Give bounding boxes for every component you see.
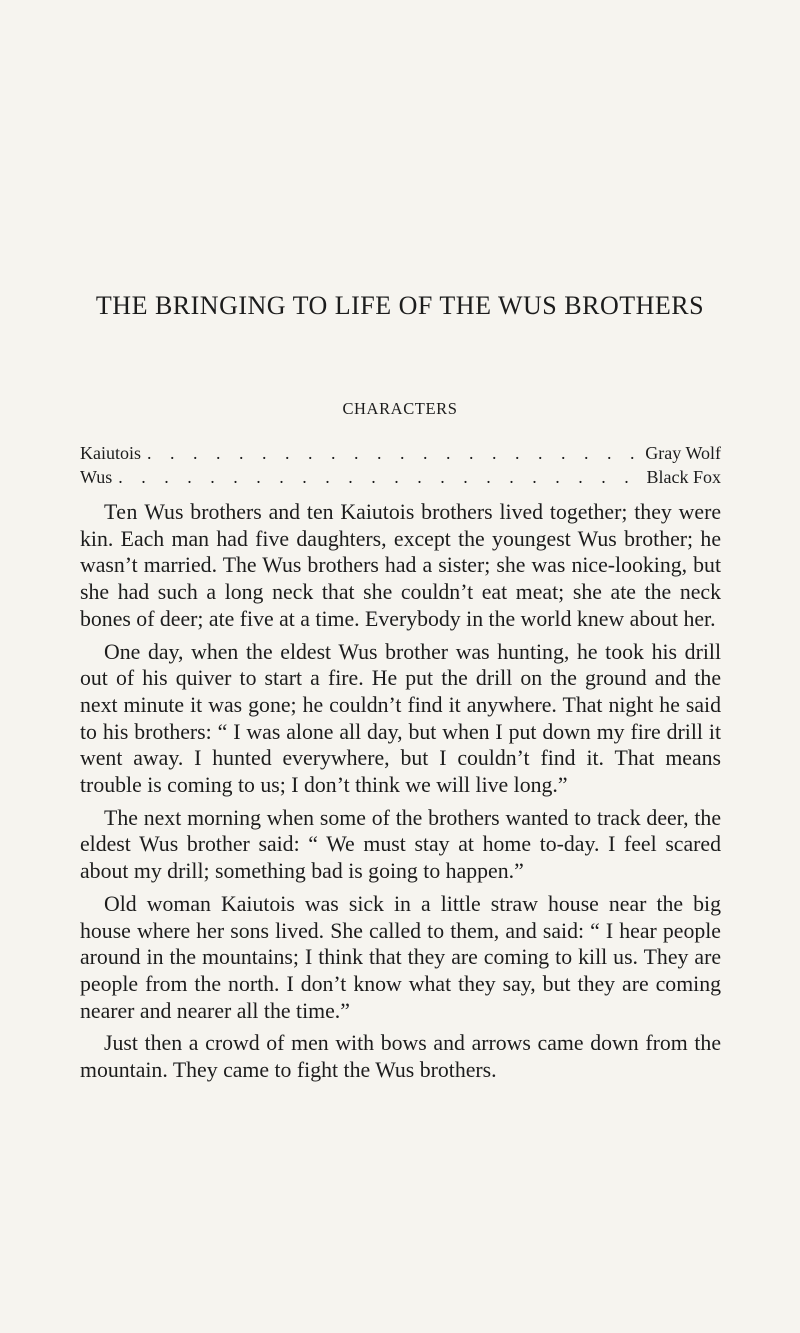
paragraph: One day, when the eldest Wus brother was hunting, he took his drill out of his quiver to start a fire. He put the drill on the ground and the next minute it was gone; he couldn’t find it anywhere. That night he said to his brothers: “ I was alone all day, but when I put down my fire drill it went away. I hunted everywhere, but I couldn’t find it. That means trouble is coming to us; I don’t think we will live long.” bbox=[80, 639, 721, 798]
paragraph-lead-word: Ten bbox=[104, 500, 138, 524]
character-name: Wus bbox=[80, 467, 113, 487]
leader-dots bbox=[147, 441, 637, 465]
characters-heading: CHARACTERS bbox=[342, 399, 458, 418]
characters-list bbox=[80, 441, 721, 489]
story-title: THE BRINGING TO LIFE OF THE WUS BROTHERS bbox=[95, 291, 705, 320]
paragraph: Old woman Kaiutois was sick in a little straw house near the big house where her sons lived. She called to them, and said: “ I hear people around in the mountains; I think that they are coming to kill us. They are people from the north. I don’t know what they say, but they are coming nearer and nearer all the time.” bbox=[80, 891, 721, 1023]
character-role: Gray Wolf bbox=[645, 443, 721, 463]
paragraph: The next morning when some of the brothers wanted to track deer, the eldest Wus brother said: “ We must stay at home to-day. I feel scared about my drill; something bad is going to happen.” bbox=[80, 805, 721, 884]
story-body bbox=[80, 499, 721, 1084]
paragraph: Just then a crowd of men with bows and arrows came down from the mountain. They came to fight the Wus brothers. bbox=[80, 1031, 721, 1083]
character-role: Black Fox bbox=[646, 467, 721, 487]
character-entry bbox=[80, 441, 721, 465]
leader-dots bbox=[118, 465, 638, 489]
character-name: Kaiutois bbox=[80, 443, 141, 463]
paragraph-text: Wus brothers and ten Kaiutois brothers lived together; they were kin. Each man had five daughters, except the youngest Wus brother; he wasn’t married. The Wus brothers had a sister; she was nice-looking, but she had such a long neck that she couldn’t eat meat; she ate the neck bones of deer; ate five at a time. Everybody in the world knew about her. bbox=[80, 500, 721, 631]
character-entry bbox=[80, 465, 721, 489]
paragraph bbox=[80, 499, 721, 633]
